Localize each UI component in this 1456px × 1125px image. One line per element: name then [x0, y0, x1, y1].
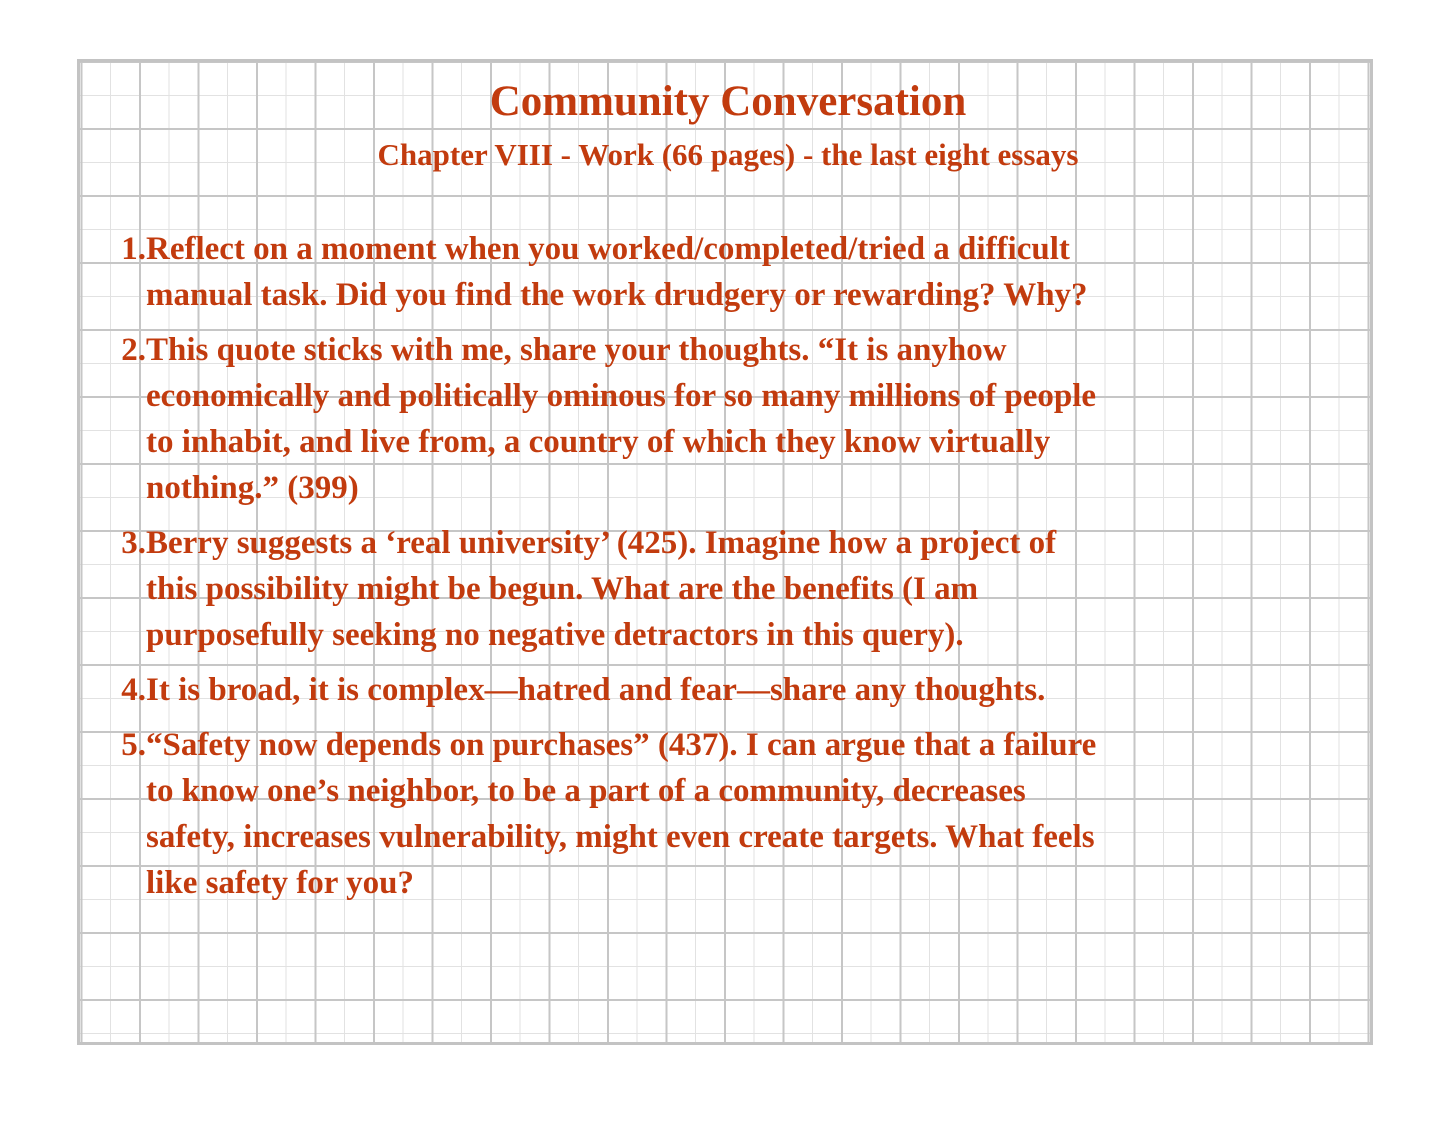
question-text: “Safety now depends on purchases” (437). I can argue that a failure to know one’s neighbor, to be a part of a community, decreases safety, increases vulnerability, might even create targets. What feels like safety for you? — [146, 727, 1097, 901]
question-item-1 — [106, 226, 1356, 318]
question-number: 2. — [121, 332, 146, 368]
question-item-2 — [106, 327, 1356, 511]
question-number: 3. — [121, 525, 146, 561]
question-text: This quote sticks with me, share your thoughts. “It is anyhow economically and politically ominous for so many millions of people to inhabit, and live from, a country of which they know virtually nothing.” (399) — [146, 332, 1097, 506]
question-text: Berry suggests a ‘real university’ (425). Imagine how a project of this possibility might be begun. What are the benefits (I am purposefully seeking no negative detractors in this query). — [146, 525, 1057, 653]
question-number: 5. — [121, 727, 146, 763]
question-number: 1. — [121, 231, 146, 267]
page-title: Community Conversation — [489, 78, 967, 125]
question-list — [106, 226, 1356, 915]
question-text: It is broad, it is complex—hatred and fear—share any thoughts. — [146, 672, 1046, 708]
question-number: 4. — [121, 672, 146, 708]
question-text: Reflect on a moment when you worked/completed/tried a difficult manual task. Did you find the work drudgery or rewarding? Why? — [146, 231, 1088, 313]
question-item-5 — [106, 722, 1356, 906]
question-item-3 — [106, 520, 1356, 658]
page-subtitle: Chapter VIII - Work (66 pages) - the last eight essays — [377, 137, 1079, 172]
question-item-4 — [106, 667, 1356, 713]
